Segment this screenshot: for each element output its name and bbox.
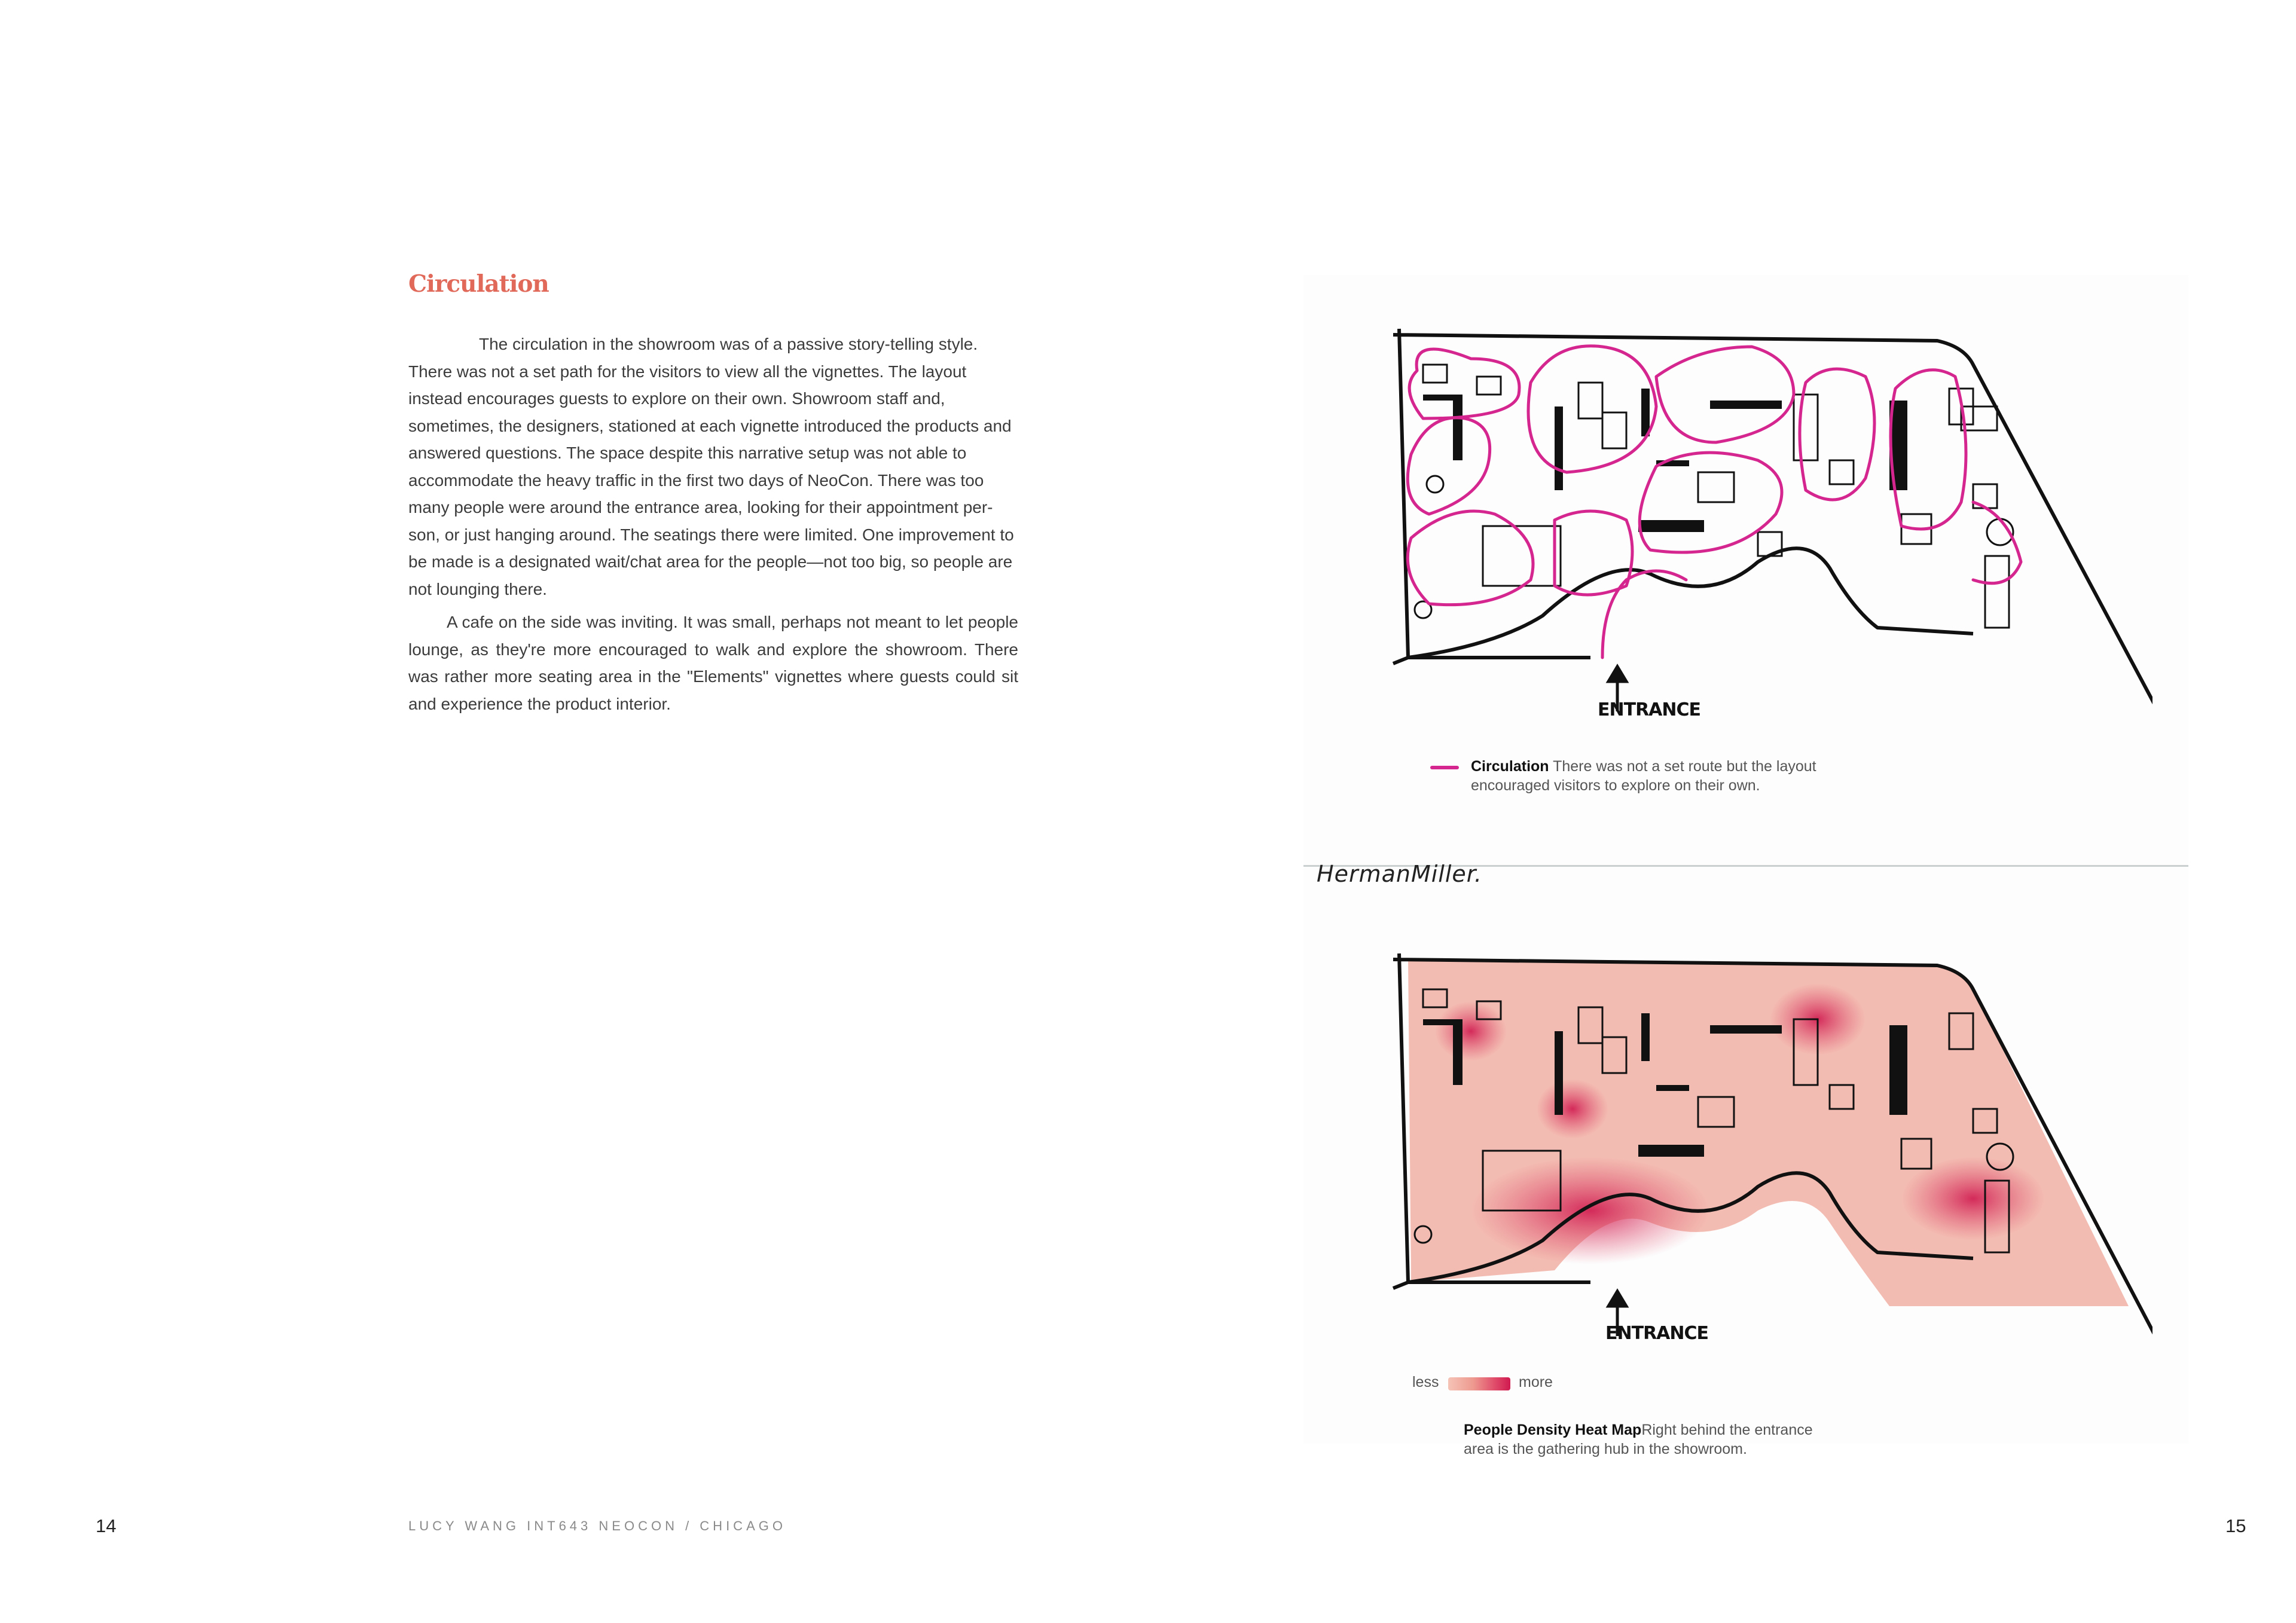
entrance-label-top: ENTRANCE [1598, 699, 1700, 720]
circulation-route-2 [1407, 418, 1489, 514]
circulation-route-4 [1656, 347, 1794, 442]
heat-scale-bar [1448, 1377, 1510, 1390]
caption-circulation-text: There was not a set route but the layout encouraged visitors to explore on their own. [1471, 758, 1816, 794]
circulation-route-1 [1409, 349, 1519, 418]
handwritten-brand-label: HermanMiller. [1317, 861, 1483, 887]
caption-heat-map [1464, 1420, 1846, 1459]
caption-circulation [1471, 757, 1854, 795]
page-number-right: 15 [2225, 1515, 2246, 1536]
heat-map-floor-plan [1375, 947, 2152, 1366]
plan-outline [1393, 329, 2152, 717]
caption-heat-map-text: Right behind the entrance area is the gathering hub in the showroom. [1464, 1422, 1813, 1457]
heat-scale-less: less [1412, 1374, 1439, 1390]
heat-scale-more: more [1519, 1374, 1553, 1390]
paragraph-2: A cafe on the side was inviting. It was small, perhaps not meant to let people lounge, as they're more encouraged to walk and explore the showroom. There was rather more seating area in the "Elements" vignettes where guests could sit and experience the product interior. [408, 613, 1018, 713]
circulation-floor-plan [1375, 323, 2152, 741]
caption-heat-map-title: People Density Heat Map [1464, 1422, 1642, 1438]
circulation-legend-swatch [1430, 766, 1459, 769]
paragraph-1: The circulation in the showroom was of a passive story-telling style. There was not a set path for the visitors to view all the vignettes. The layout instead encourages guests to explore on their own. Showroom staff and, sometimes, the designers, stationed at each vignette introduced the products and answered questions. The space despite this narrative setup was not able to accommodate the heavy traffic in the first two days of NeoCon. There was too many people were around the entrance area, looking for their appointment per-son, or just hanging around. The seatings there were limited. One improvement to be made is a designated wait/chat area for the people—not too big, so people are not lounging there. [408, 335, 1014, 598]
page-number-left: 14 [96, 1515, 117, 1536]
running-head: LUCY WANG INT643 NEOCON / CHICAGO [408, 1518, 786, 1533]
circulation-route-8 [1407, 511, 1533, 605]
circulation-route-3 [1528, 346, 1656, 472]
circulation-route-6 [1800, 369, 1874, 500]
circulation-route-9 [1555, 511, 1632, 595]
caption-circulation-title: Circulation [1471, 758, 1549, 775]
section-heading: Circulation [408, 270, 549, 298]
entrance-label-bottom: ENTRANCE [1605, 1323, 1708, 1344]
body-text [408, 331, 1018, 723]
